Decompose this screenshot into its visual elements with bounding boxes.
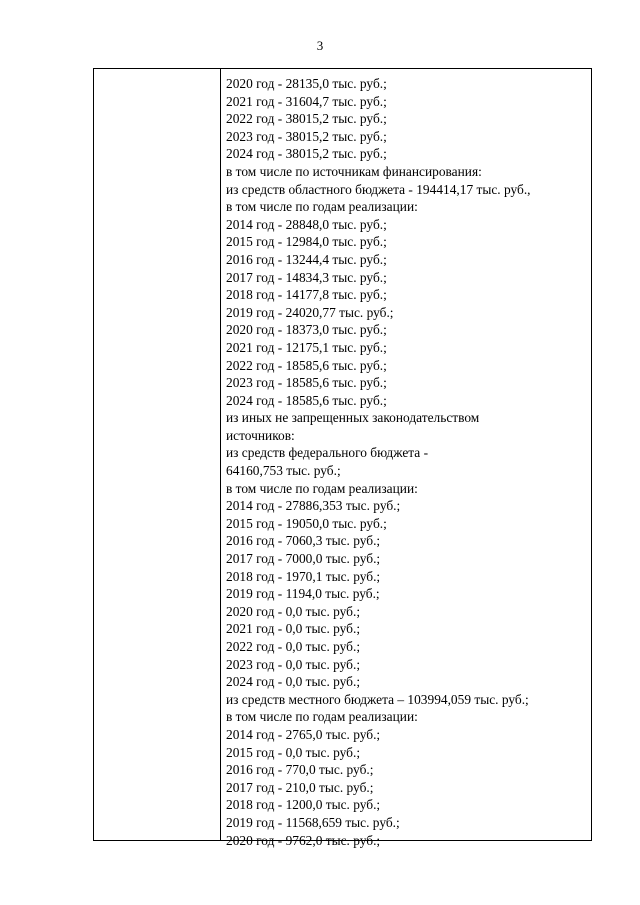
text-line: 2020 год - 0,0 тыс. руб.;	[226, 603, 361, 619]
funding-table	[93, 68, 592, 848]
text-line: из средств местного бюджета – 103994,059 тыс. руб.;	[226, 691, 529, 707]
text-line: 2022 год - 18585,6 тыс. руб.;	[226, 357, 387, 373]
text-line: 2021 год - 31604,7 тыс. руб.;	[226, 93, 387, 109]
text-line: из средств областного бюджета - 194414,17 тыс. руб.,	[226, 181, 531, 197]
text-line: 2021 год - 0,0 тыс. руб.;	[226, 621, 361, 637]
text-line: 2023 год - 18585,6 тыс. руб.;	[226, 375, 387, 391]
text-line: 2018 год - 1200,0 тыс. руб.;	[226, 797, 381, 813]
text-line: 2019 год - 1194,0 тыс. руб.;	[226, 586, 380, 602]
text-line: в том числе по источникам финансирования:	[226, 163, 482, 179]
text-line: 2023 год - 0,0 тыс. руб.;	[226, 656, 361, 672]
text-line: 2017 год - 14834,3 тыс. руб.;	[226, 269, 387, 285]
text-line: 2021 год - 12175,1 тыс. руб.;	[226, 339, 387, 355]
text-line: 2014 год - 2765,0 тыс. руб.;	[226, 726, 381, 742]
text-line: 2018 год - 14177,8 тыс. руб.;	[226, 287, 387, 303]
text-line: 2024 год - 18585,6 тыс. руб.;	[226, 392, 387, 408]
text-line: 2014 год - 27886,353 тыс. руб.;	[226, 498, 401, 514]
text-line: из средств федерального бюджета -	[226, 445, 429, 461]
text-line: 2019 год - 11568,659 тыс. руб.;	[226, 814, 400, 830]
text-line: 2024 год - 38015,2 тыс. руб.;	[226, 146, 387, 162]
column-divider	[220, 69, 221, 840]
text-line: 2020 год - 28135,0 тыс. руб.;	[226, 76, 387, 91]
text-line: 64160,753 тыс. руб.;	[226, 463, 341, 479]
text-line: 2019 год - 24020,77 тыс. руб.;	[226, 304, 394, 320]
text-line: 2024 год - 0,0 тыс. руб.;	[226, 674, 361, 690]
text-line: 2014 год - 28848,0 тыс. руб.;	[226, 216, 387, 232]
page-number: 3	[316, 38, 324, 53]
text-line: 2017 год - 7000,0 тыс. руб.;	[226, 551, 381, 567]
text-line: в том числе по годам реализации:	[226, 199, 418, 215]
text-line: 2022 год - 0,0 тыс. руб.;	[226, 639, 361, 654]
text-line: 2015 год - 12984,0 тыс. руб.;	[226, 234, 387, 250]
text-line: 2017 год - 210,0 тыс. руб.;	[226, 779, 374, 795]
text-line: 2020 год - 9762,0 тыс. руб.;	[226, 832, 381, 848]
text-line: 2015 год - 19050,0 тыс. руб.;	[226, 515, 387, 531]
text-line: 2018 год - 1970,1 тыс. руб.;	[226, 568, 381, 584]
text-line: из иных не запрещенных законодательством	[226, 410, 480, 426]
text-line: 2016 год - 770,0 тыс. руб.;	[226, 762, 374, 778]
text-line: 2020 год - 18373,0 тыс. руб.;	[226, 322, 387, 338]
text-line: источников:	[226, 427, 295, 443]
text-line: в том числе по годам реализации:	[226, 709, 418, 725]
text-line: 2016 год - 13244,4 тыс. руб.;	[226, 251, 387, 267]
text-line: 2016 год - 7060,3 тыс. руб.;	[226, 533, 381, 549]
text-line: 2015 год - 0,0 тыс. руб.;	[226, 744, 361, 760]
text-line: 2023 год - 38015,2 тыс. руб.;	[226, 128, 387, 144]
text-line: 2022 год - 38015,2 тыс. руб.;	[226, 111, 387, 127]
text-line: в том числе по годам реализации:	[226, 480, 418, 496]
funding-details-cell	[226, 75, 586, 849]
